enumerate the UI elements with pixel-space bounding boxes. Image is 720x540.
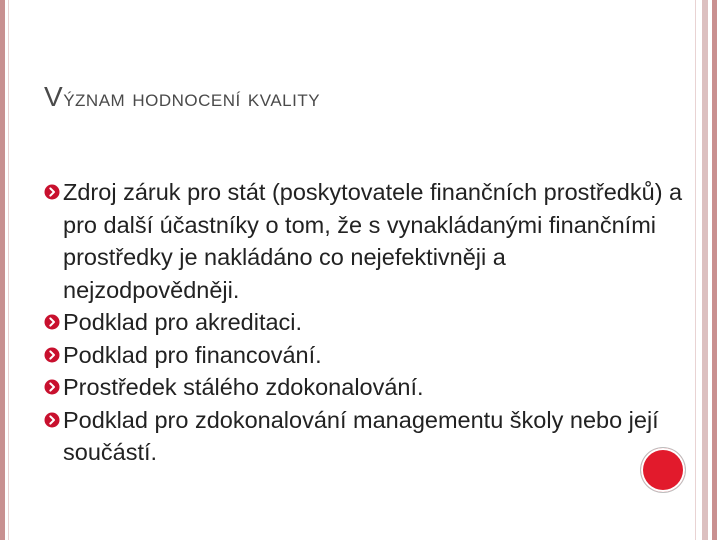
right-border-strip-outer [712,0,717,540]
bullet-text: Podklad pro zdokonalování managementu školy nebo její součástí. [63,406,659,465]
slide-title-initial: V [44,81,64,112]
bullet-text: Podklad pro akreditaci. [63,309,303,335]
left-border-strip [0,0,5,540]
bullet-item-3 [44,339,684,372]
bullet-text: Podklad pro financování. [63,341,322,368]
right-border-strip-inner [702,0,708,540]
chevron-circle-right-icon [44,184,60,200]
chevron-circle-right-icon [44,379,60,395]
chevron-circle-right-icon [44,347,60,363]
bullet-text: Zdroj záruk pro stát (poskytovatele finančních prostředků) a pro další účastníky o tom, že s vynakládanými finančními prostředky je nakládáno co nejefektivněji a nejzodpovědněji. [63,179,683,303]
bullet-item-4 [44,371,684,404]
chevron-circle-right-icon [44,412,60,428]
slide-title [44,77,320,114]
bullet-item-5 [44,404,684,469]
chevron-circle-right-icon [44,314,60,330]
bullet-text: Prostředek stálého zdokonalování. [63,374,424,400]
slide-title-rest: ýznam hodnocení kvality [63,85,321,112]
bullet-item-2 [44,306,684,339]
bullet-item-1 [44,176,684,306]
red-circle-icon [641,448,685,492]
bullet-list [44,176,684,469]
